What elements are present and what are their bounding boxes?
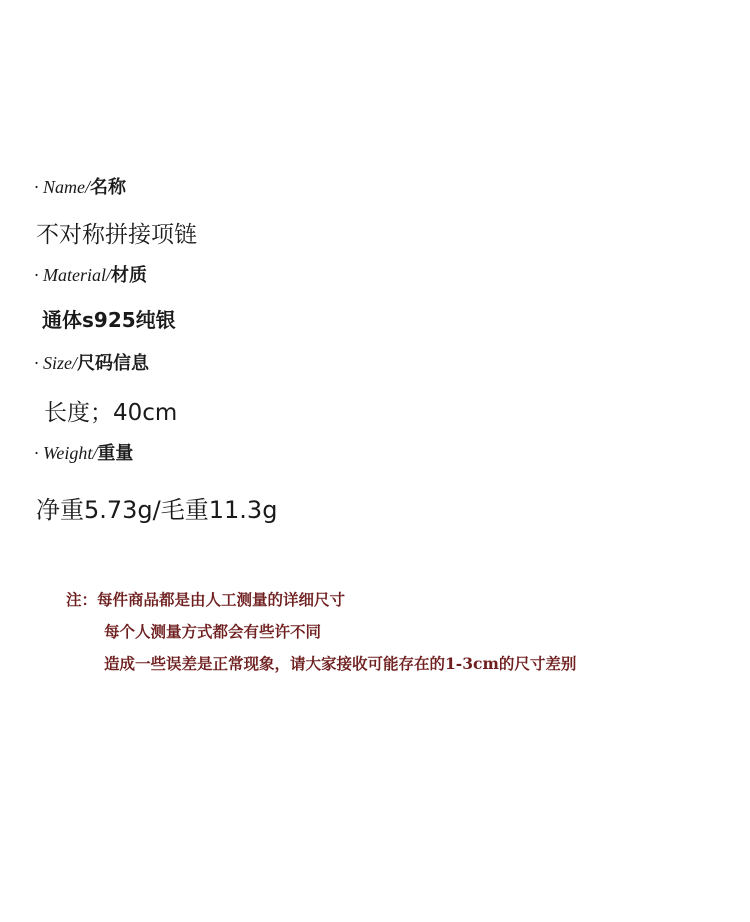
material-label-zh: 材质 — [111, 265, 147, 286]
name-label-zh: 名称 — [90, 177, 126, 198]
measurement-note-line-3: 造成一些误差是正常现象，请大家接收可能存在的1-3cm的尺寸差别 — [104, 654, 577, 673]
name-label-en: · Name/ — [34, 177, 90, 197]
material-label — [34, 264, 147, 287]
measurement-note-line-1: 注：每件商品都是由人工测量的详细尺寸 — [66, 590, 346, 609]
weight-value: 净重5.73g/毛重11.3g — [36, 496, 278, 524]
size-value: 长度；40cm — [44, 400, 178, 426]
weight-label — [34, 442, 133, 465]
material-value: 通体s925纯银 — [42, 308, 176, 332]
weight-label-en: · Weight/ — [34, 443, 98, 463]
weight-label-zh: 重量 — [97, 443, 134, 464]
material-label-en: · Material/ — [34, 265, 111, 285]
size-label — [34, 352, 149, 375]
name-label — [34, 176, 126, 199]
measurement-note-line-2: 每个人测量方式都会有些许不同 — [104, 622, 322, 641]
size-label-zh: 尺码信息 — [77, 353, 149, 374]
size-label-en: · Size/ — [34, 353, 77, 373]
name-value: 不对称拼接项链 — [36, 222, 197, 248]
